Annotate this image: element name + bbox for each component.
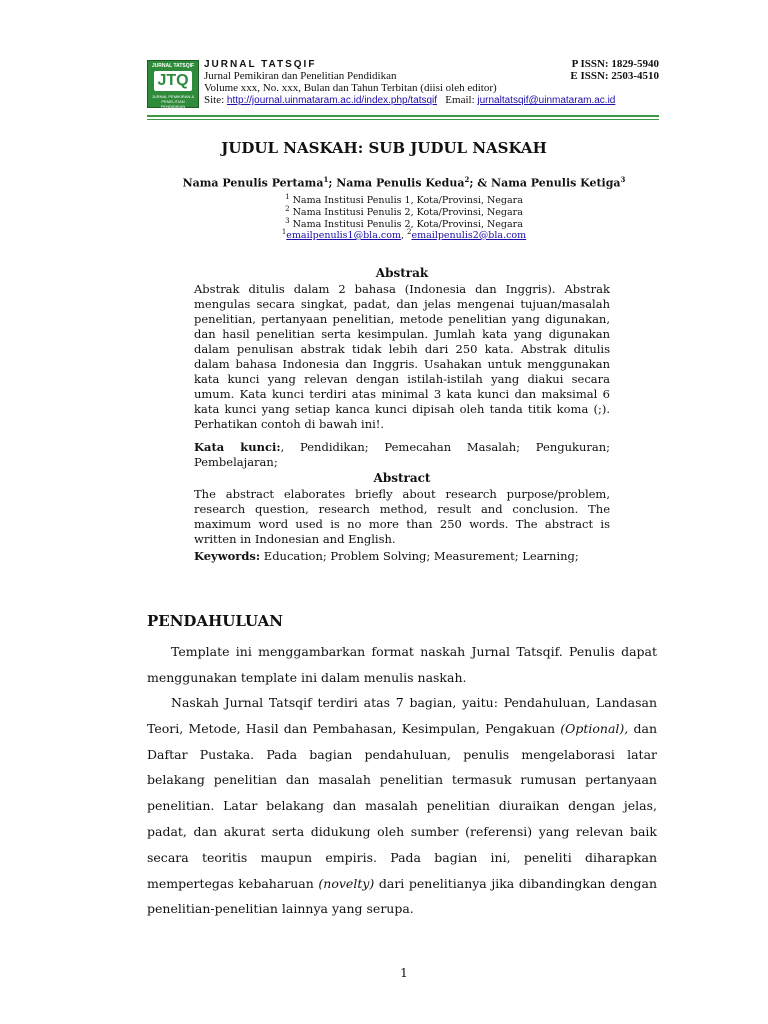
kw-text: , Pendidikan; Pemecahan Masalah; Pengukuran; Pembelajaran; bbox=[194, 440, 611, 469]
email-sep: , bbox=[400, 230, 408, 242]
author-3: Nama Penulis Ketiga bbox=[491, 176, 621, 190]
author-1: Nama Penulis Pertama bbox=[182, 176, 324, 190]
logo-top-text: JURNAL TATSQIF bbox=[151, 63, 195, 69]
logo-mark: JTQ bbox=[154, 71, 192, 91]
paragraph-2-text: dan Daftar Pustaka. Pada bagian pendahuluan, penulis mengelaborasi latar belakang penelitian dan masalah penelitian termasuk rumusan pertanyaan penelitian. Latar belakang dan masalah penelitian diuraikan dengan jelas, padat, dan akurat serta didukung oleh sumber (referensi) yang relevan baik secara teoritis maupun empiris. Pada bagian ini, peneliti diharapkan mempertegas kebaharuan bbox=[147, 720, 657, 891]
inst-sup: 3 bbox=[285, 217, 290, 225]
abstrak-body: Abstrak ditulis dalam 2 bahasa (Indonesia dan Inggris). Abstrak mengulas secara singkat, padat, dan jelas mengenai tujuan/masalah penelitian, pertanyaan penelitian, metode penelitian yang digunakan, dan hasil penelitian serta kesimpulan. Jumlah kata yang digunakan dalam penulisan abstrak tidak lebih dari 250 kata. Abstrak ditulis dalam bahasa Indonesia dan Inggris. Usahakan untuk menggunakan kata kunci yang relevan dengan istilah-istilah yang diakui secara umum. Kata kunci terdiri atas minimal 3 kata kunci dan maksimal 6 kata kunci yang setiap kanca kunci dipisah oleh tanda titik koma (;). Perhatikan contoh di bawah ini!. bbox=[194, 282, 610, 431]
paragraph-2-text: dari penelitianya jika dibandingkan dengan penelitian-penelitian lainnya yang serupa. bbox=[147, 875, 657, 917]
author-emails bbox=[0, 228, 768, 241]
section-heading: PENDAHULUAN bbox=[147, 612, 284, 630]
inst-text: Nama Institusi Penulis 2, Kota/Provinsi, Negara bbox=[289, 219, 523, 231]
kw-label: Kata kunci: bbox=[194, 440, 281, 454]
keywords-label: Keywords: bbox=[194, 549, 261, 563]
email-1[interactable]: emailpenulis1@bla.com bbox=[286, 230, 401, 242]
inst-text: Nama Institusi Penulis 1, Kota/Provinsi, Negara bbox=[289, 195, 523, 207]
author-1-sup: 1 bbox=[323, 175, 329, 184]
email-link[interactable]: jurnaltatsqif@uinmataram.ac.id bbox=[477, 95, 616, 106]
author-2-sup: 2 bbox=[464, 175, 470, 184]
journal-tagline: Jurnal Pemikiran dan Penelitian Pendidikan bbox=[204, 70, 397, 82]
paragraph-2 bbox=[147, 690, 657, 922]
header-rule-thin bbox=[147, 119, 659, 120]
e-issn: E ISSN: 2503-4510 bbox=[570, 70, 659, 82]
author-sep: ; & bbox=[469, 176, 492, 190]
journal-volume: Volume xxx, No. xxx, Bulan dan Tahun Terbitan (diisi oleh editor) bbox=[204, 82, 497, 94]
inst-sup: 1 bbox=[285, 193, 290, 201]
abstract-heading: Abstract bbox=[373, 471, 431, 485]
paragraph-1 bbox=[147, 639, 657, 691]
abstract-keywords bbox=[194, 549, 610, 564]
header-rule bbox=[147, 115, 659, 117]
journal-header bbox=[147, 58, 659, 114]
email-sup: 1 bbox=[281, 228, 287, 236]
site-label: Site: bbox=[204, 94, 225, 106]
paragraph-2-text: Naskah Jurnal Tatsqif terdiri atas 7 bagian, yaitu: Pendahuluan, Landasan Teori, Metode, Hasil dan Pembahasan, Kesimpulan, Pengakuan bbox=[147, 695, 657, 736]
inst-sup: 2 bbox=[285, 205, 290, 213]
email-sup: 2 bbox=[407, 228, 412, 236]
author-2: Nama Penulis Kedua bbox=[336, 176, 465, 190]
journal-logo bbox=[147, 60, 199, 108]
author-list bbox=[0, 175, 768, 190]
journal-name: JURNAL TATSQIF bbox=[204, 59, 317, 70]
optional-italic: (Optional), bbox=[560, 720, 629, 736]
site-link[interactable]: http://journal.uinmataram.ac.id/index.php/tatsqif bbox=[226, 95, 438, 106]
paper-title: JUDUL NASKAH: SUB JUDUL NASKAH bbox=[221, 139, 547, 157]
author-3-sup: 3 bbox=[620, 175, 626, 184]
author-sep: ; bbox=[328, 176, 337, 190]
novelty-italic: (novelty) bbox=[318, 875, 375, 891]
p-issn: P ISSN: 1829-5940 bbox=[571, 58, 659, 70]
abstrak-keywords bbox=[194, 440, 610, 470]
logo-sub-text: JURNAL PEMIKIRAN & PENELITIAN PENDIDIKAN bbox=[151, 94, 195, 109]
page-number: 1 bbox=[400, 966, 408, 980]
abstrak-heading: Abstrak bbox=[375, 266, 429, 280]
keywords-text: Education; Problem Solving; Measurement; Learning; bbox=[260, 549, 579, 563]
email-label: Email: bbox=[445, 94, 475, 106]
inst-text: Nama Institusi Penulis 2, Kota/Provinsi, Negara bbox=[289, 207, 523, 219]
paragraph-1-text: Template ini menggambarkan format naskah Jurnal Tatsqif. Penulis dapat menggunakan template ini dalam menulis naskah. bbox=[147, 644, 657, 685]
email-2[interactable]: emailpenulis2@bla.com bbox=[411, 230, 527, 242]
abstract-body: The abstract elaborates briefly about research purpose/problem, research question, research method, result and conclusion. The maximum word used is no more than 250 words. The abstract is written in Indonesian and English. bbox=[194, 487, 610, 546]
